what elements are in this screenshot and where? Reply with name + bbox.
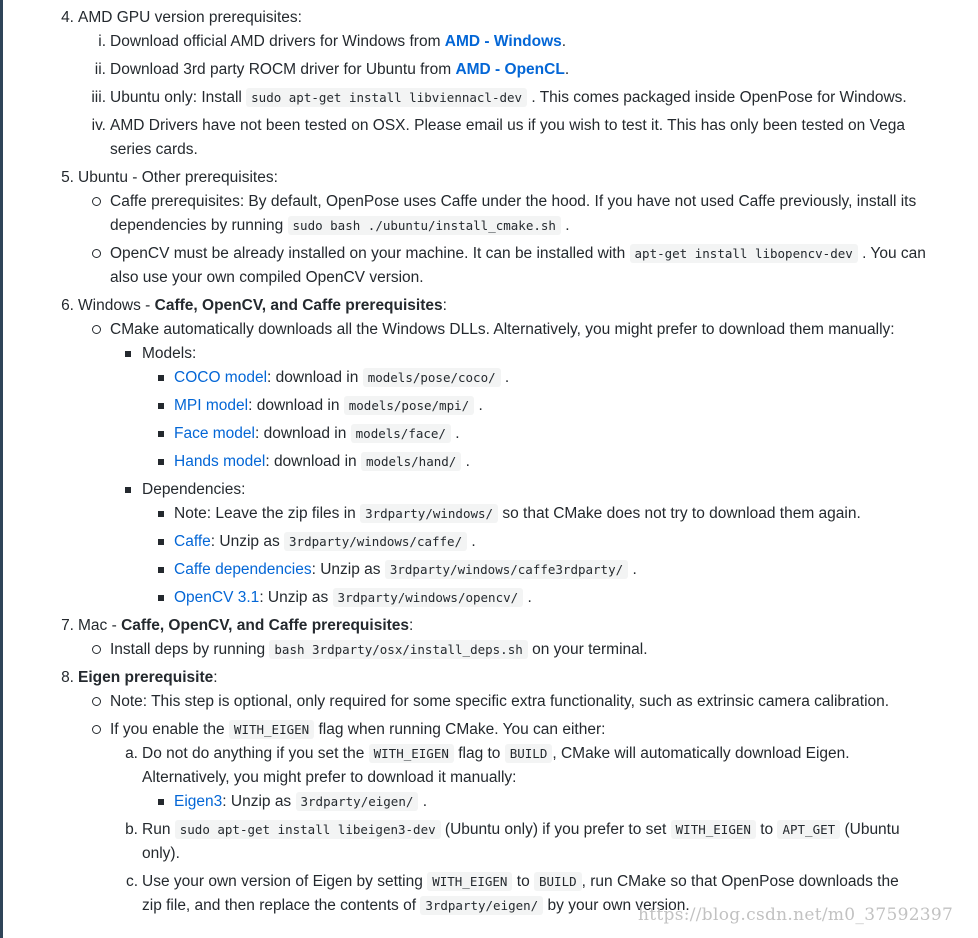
amd-windows-link[interactable]: Windows xyxy=(493,33,562,50)
list-item: Models: xyxy=(142,345,197,362)
code-snippet: WITH_EIGEN xyxy=(427,872,512,891)
list-number: 6. xyxy=(61,297,74,314)
code-snippet: WITH_EIGEN xyxy=(229,720,314,739)
bullet-square-icon xyxy=(158,539,164,545)
bullet-square-icon xyxy=(158,459,164,465)
code-snippet: 3rdparty/eigen/ xyxy=(296,792,419,811)
bullet-circle-icon xyxy=(92,249,101,258)
list-number: iv. xyxy=(91,117,106,134)
list-number: i. xyxy=(98,33,106,50)
list-number: 4. xyxy=(61,9,74,26)
bullet-square-icon xyxy=(158,431,164,437)
code-snippet: 3rdparty/windows/caffe/ xyxy=(284,532,467,551)
list-item: Caffe dependencies: Unzip as 3rdparty/windows/caffe3rdparty/ . xyxy=(174,561,637,578)
list-item: Eigen3: Unzip as 3rdparty/eigen/ . xyxy=(174,793,428,810)
list-item: OpenCV must be already installed on your machine. It can be installed with apt-get install libopencv-dev . You can xyxy=(110,245,926,262)
code-snippet: bash 3rdparty/osx/install_deps.sh xyxy=(269,640,527,659)
list-number: 5. xyxy=(61,169,74,186)
caffe-link[interactable]: Caffe xyxy=(174,533,211,550)
bullet-square-icon xyxy=(158,595,164,601)
bullet-circle-icon xyxy=(92,325,101,334)
bullet-square-icon xyxy=(158,403,164,409)
list-item: Note: Leave the zip files in 3rdparty/windows/ so that CMake does not try to download them again. xyxy=(174,505,861,522)
amd-opencl-link[interactable]: AMD xyxy=(455,61,491,78)
mpi-model-link[interactable]: MPI model xyxy=(174,397,249,414)
code-snippet: models/hand/ xyxy=(361,452,461,471)
caffe-dependencies-link[interactable]: Caffe dependencies xyxy=(174,561,312,578)
list-item: Caffe prerequisites: By default, OpenPose uses Caffe under the hood. If you have not used Caffe previously, install its xyxy=(110,193,917,210)
list-item-continuation: zip file, and then replace the contents of 3rdparty/eigen/ by your own version. xyxy=(142,897,690,914)
list-number: b. xyxy=(125,821,138,838)
list-item: Download 3rd party ROCM driver for Ubuntu from AMD - OpenCL. xyxy=(110,61,570,78)
list-item-continuation: Alternatively, you might prefer to download it manually: xyxy=(142,769,517,786)
coco-model-link[interactable]: COCO model xyxy=(174,369,268,386)
list-number: a. xyxy=(125,745,138,762)
bullet-circle-icon xyxy=(92,725,101,734)
list-number: c. xyxy=(125,873,138,890)
list-item: Install deps by running bash 3rdparty/osx/install_deps.sh on your terminal. xyxy=(110,641,648,658)
list-item: Note: This step is optional, only required for some specific extra functionality, such as extrinsic camera calibration. xyxy=(110,693,890,710)
list-item-continuation: dependencies by running sudo bash ./ubuntu/install_cmake.sh . xyxy=(110,217,570,234)
list-item-heading: Mac - Caffe, OpenCV, and Caffe prerequisites: xyxy=(78,617,414,634)
bullet-square-icon xyxy=(158,799,164,805)
list-number: 8. xyxy=(61,669,74,686)
code-snippet: BUILD xyxy=(534,872,582,891)
face-model-link[interactable]: Face model xyxy=(174,425,255,442)
watermark: https://blog.csdn.net/m0_37592397 xyxy=(638,905,954,925)
list-item: Run sudo apt-get install libeigen3-dev (Ubuntu only) if you prefer to set WITH_EIGEN to APT_GET (Ubuntu xyxy=(142,821,900,838)
list-number: ii. xyxy=(94,61,106,78)
list-item: Caffe: Unzip as 3rdparty/windows/caffe/ . xyxy=(174,533,476,550)
list-number: iii. xyxy=(91,89,106,106)
left-border xyxy=(0,0,3,938)
list-item: AMD Drivers have not been tested on OSX. Please email us if you wish to test it. This has only been tested on Vega xyxy=(110,117,905,134)
bullet-circle-icon xyxy=(92,197,101,206)
code-snippet: 3rdparty/eigen/ xyxy=(420,896,543,915)
list-item: If you enable the WITH_EIGEN flag when running CMake. You can either: xyxy=(110,721,606,738)
list-item: Hands model: download in models/hand/ . xyxy=(174,453,470,470)
list-item: Ubuntu only: Install sudo apt-get install libviennacl-dev . This comes packaged inside OpenPose for Windows. xyxy=(110,89,907,106)
code-snippet: models/face/ xyxy=(351,424,451,443)
list-item: Do not do anything if you set the WITH_EIGEN flag to BUILD , CMake will automatically download Eigen. xyxy=(142,745,850,762)
eigen3-link[interactable]: Eigen3 xyxy=(174,793,223,810)
code-snippet: 3rdparty/windows/caffe3rdparty/ xyxy=(385,560,628,579)
code-snippet: APT_GET xyxy=(777,820,840,839)
list-item-continuation: also use your own compiled OpenCV version. xyxy=(110,269,424,286)
bullet-circle-icon xyxy=(92,697,101,706)
list-item-heading: Ubuntu - Other prerequisites: xyxy=(78,169,278,186)
list-item: Face model: download in models/face/ . xyxy=(174,425,460,442)
list-item: Use your own version of Eigen by setting WITH_EIGEN to BUILD , run CMake so that OpenPose downloads the xyxy=(142,873,899,890)
bullet-circle-icon xyxy=(92,645,101,654)
code-snippet: models/pose/coco/ xyxy=(363,368,501,387)
list-number: 7. xyxy=(61,617,74,634)
code-snippet: WITH_EIGEN xyxy=(369,744,454,763)
code-snippet: BUILD xyxy=(505,744,553,763)
list-item: Dependencies: xyxy=(142,481,246,498)
list-item: MPI model: download in models/pose/mpi/ . xyxy=(174,397,483,414)
amd-opencl-link[interactable]: OpenCL xyxy=(504,61,565,78)
list-item-heading: AMD GPU version prerequisites: xyxy=(78,9,302,26)
code-snippet: 3rdparty/windows/opencv/ xyxy=(333,588,524,607)
list-item: Download official AMD drivers for Windows from AMD - Windows. xyxy=(110,33,567,50)
amd-windows-link[interactable]: AMD xyxy=(444,33,481,50)
list-item: CMake automatically downloads all the Windows DLLs. Alternatively, you might prefer to download them manually: xyxy=(110,321,895,338)
bullet-square-icon xyxy=(125,487,131,493)
list-item-continuation: only). xyxy=(142,845,180,862)
code-snippet: apt-get install libopencv-dev xyxy=(630,244,858,263)
code-snippet: sudo apt-get install libviennacl-dev xyxy=(246,88,527,107)
code-snippet: sudo bash ./ubuntu/install_cmake.sh xyxy=(288,216,561,235)
code-snippet: 3rdparty/windows/ xyxy=(360,504,498,523)
list-item: OpenCV 3.1: Unzip as 3rdparty/windows/opencv/ . xyxy=(174,589,532,606)
code-snippet: WITH_EIGEN xyxy=(671,820,756,839)
code-snippet: sudo apt-get install libeigen3-dev xyxy=(175,820,441,839)
code-snippet: models/pose/mpi/ xyxy=(344,396,474,415)
list-item: COCO model: download in models/pose/coco/ . xyxy=(174,369,510,386)
bullet-square-icon xyxy=(125,351,131,357)
list-item-continuation: series cards. xyxy=(110,141,198,158)
opencv-link[interactable]: OpenCV 3.1 xyxy=(174,589,260,606)
list-item-heading: Windows - Caffe, OpenCV, and Caffe prerequisites: xyxy=(78,297,447,314)
hands-model-link[interactable]: Hands model xyxy=(174,453,266,470)
bullet-square-icon xyxy=(158,511,164,517)
bullet-square-icon xyxy=(158,375,164,381)
bullet-square-icon xyxy=(158,567,164,573)
list-item-heading: Eigen prerequisite: xyxy=(78,669,218,686)
